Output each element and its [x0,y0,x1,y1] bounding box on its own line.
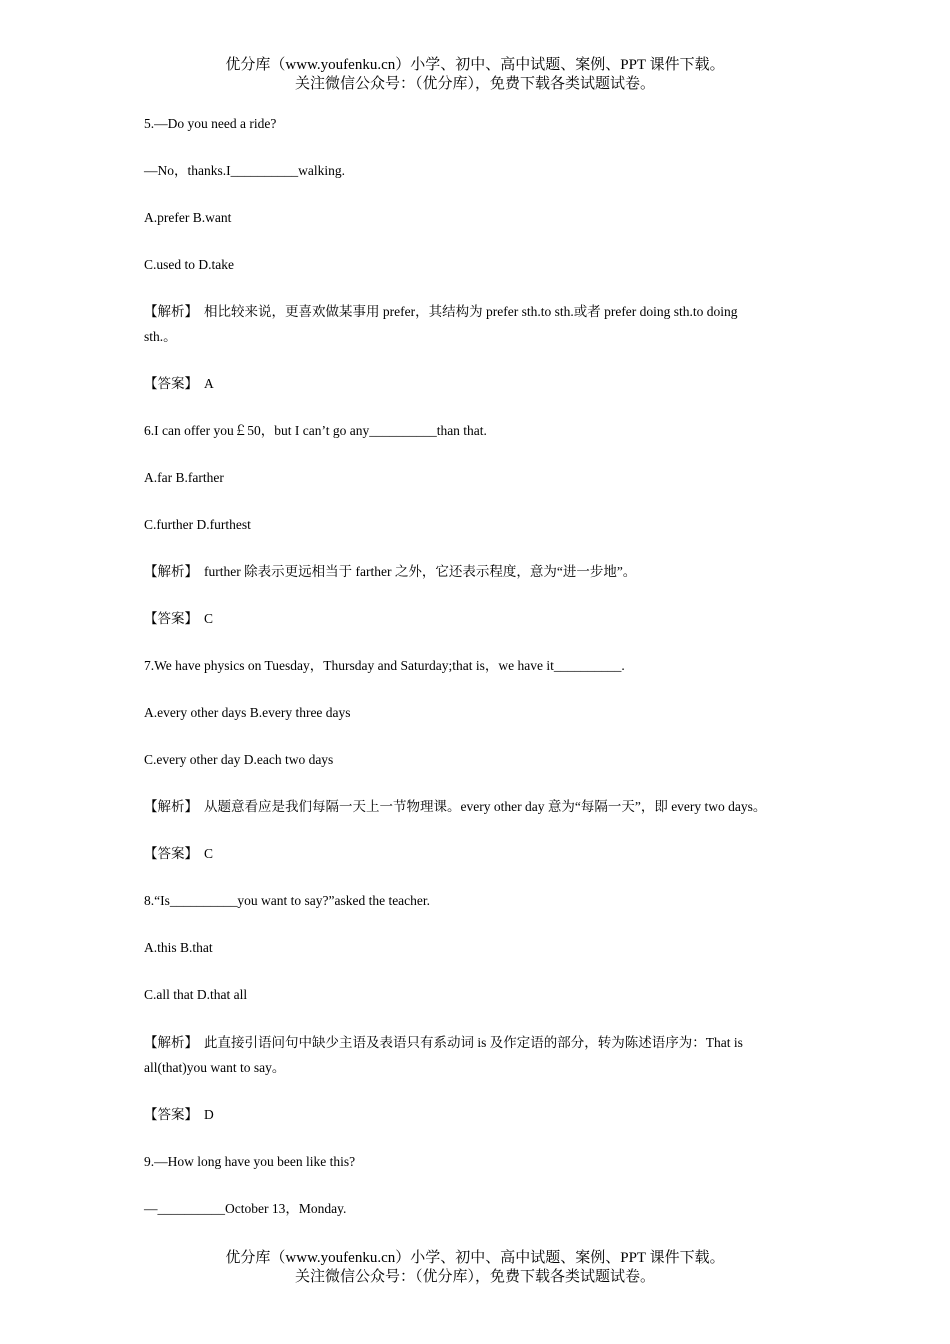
q8-options-cd: C.all that D.that all [144,987,248,1002]
q9-stem-1: 9.—How long have you been like this? [144,1154,356,1169]
q7-analysis [144,799,766,815]
q5-analysis [144,304,738,320]
page-footer [0,1249,950,1287]
q7-answer [144,846,213,862]
q6-options-cd: C.further D.furthest [144,517,251,532]
footer-line-1: 优分库（www.youfenku.cn）小学、初中、高中试题、案例、PPT 课件下载。 [225,1250,725,1266]
q8-stem: 8.“Is__________you want to say?”asked the teacher. [144,893,431,908]
analysis-label: 【解析】 [144,799,198,814]
q8-answer-value: D [204,1107,214,1122]
q6-stem: 6.I can offer you￡50，but I can’t go any__________than that. [144,423,487,438]
q8-answer [144,1107,214,1123]
q5-stem-1: 5.—Do you need a ride? [144,116,277,131]
q5-answer [144,376,214,392]
answer-label: 【答案】 [144,1107,198,1122]
answer-label: 【答案】 [144,611,198,626]
header-line-2: 关注微信公众号：（优分库），免费下载各类试题试卷。 [294,76,655,92]
q5-analysis-text-1: 相比较来说，更喜欢做某事用 prefer，其结构为 prefer sth.to sth.或者 prefer doing sth.to doing [204,304,738,319]
q6-options-ab: A.far B.farther [144,470,224,485]
q6-answer [144,611,213,627]
analysis-label: 【解析】 [144,304,198,319]
q8-options-ab: A.this B.that [144,940,213,955]
q8-analysis-text-1: 此直接引语问句中缺少主语及表语只有系动词 is 及作定语的部分，转为陈述语序为：That is [204,1035,743,1050]
q8-analysis-text-2: all(that)you want to say。 [144,1060,286,1075]
q7-stem: 7.We have physics on Tuesday，Thursday and Saturday;that is，we have it__________. [144,658,625,673]
analysis-label: 【解析】 [144,564,198,579]
header-line-1: 优分库（www.youfenku.cn）小学、初中、高中试题、案例、PPT 课件下载。 [225,57,725,73]
q6-answer-value: C [204,611,214,626]
q6-analysis [144,564,636,580]
footer-line-2: 关注微信公众号：（优分库），免费下载各类试题试卷。 [294,1269,655,1285]
q9-stem-2: —__________October 13，Monday. [144,1201,347,1216]
q7-answer-value: C [204,846,214,861]
q6-analysis-text: further 除表示更远相当于 farther 之外，它还表示程度，意为“进一步地”。 [204,564,637,579]
q5-stem-2: —No，thanks.I__________walking. [144,163,345,178]
q5-analysis-text-2: sth.。 [144,329,177,344]
analysis-label: 【解析】 [144,1035,198,1050]
q7-options-cd: C.every other day D.each two days [144,752,334,767]
q5-options-ab: A.prefer B.want [144,210,232,225]
answer-label: 【答案】 [144,376,198,391]
q5-options-cd: C.used to D.take [144,257,234,272]
page-header [0,56,950,94]
q7-analysis-text: 从题意看应是我们每隔一天上一节物理课。every other day 意为“每隔一天”，即 every two days。 [204,799,767,814]
q5-answer-value: A [204,376,214,391]
q7-options-ab: A.every other days B.every three days [144,705,351,720]
q8-analysis [144,1035,743,1051]
answer-label: 【答案】 [144,846,198,861]
